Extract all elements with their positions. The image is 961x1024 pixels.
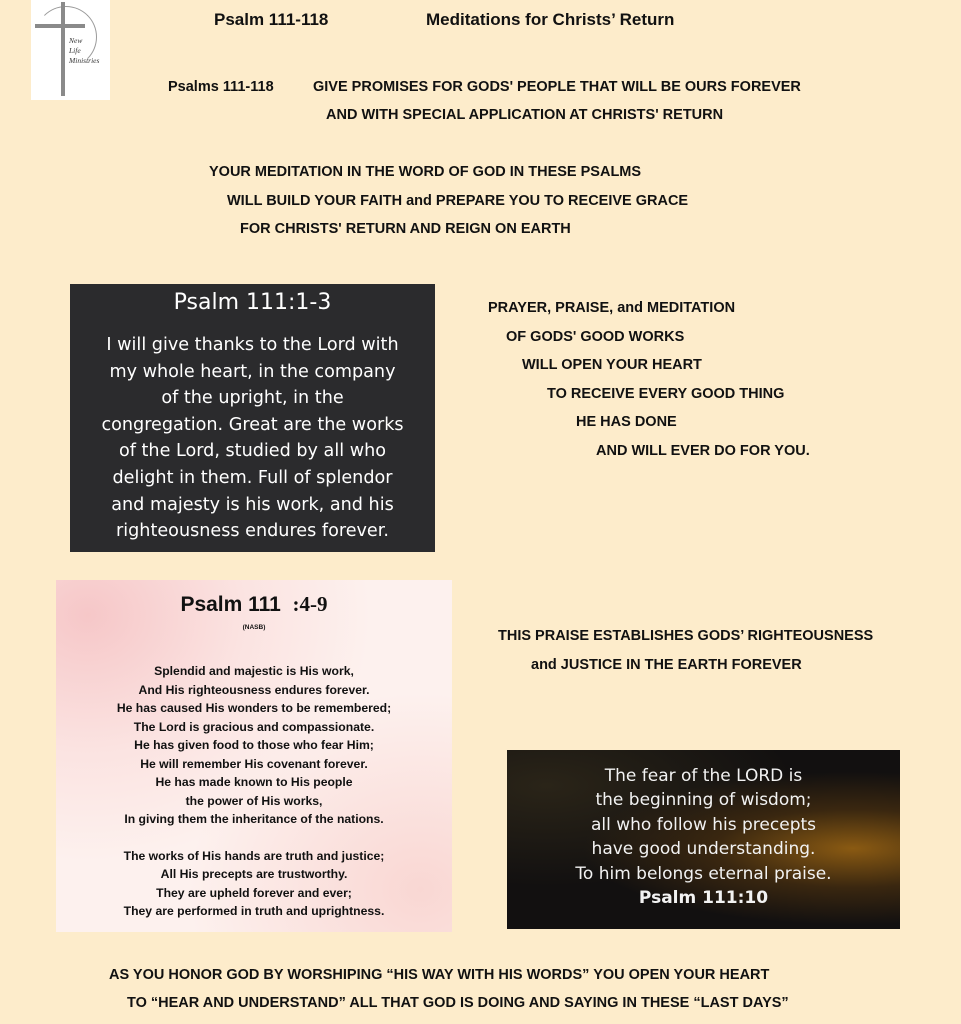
verse-line: and majesty is his work, and his — [111, 494, 394, 515]
bible-version: (NASB) — [242, 624, 266, 631]
verse-line: He will remember His covenant forever. — [140, 756, 368, 771]
page-title: Meditations for Christs’ Return — [426, 10, 675, 29]
praise-line: THIS PRAISE ESTABLISHES GODS’ RIGHTEOUSNESS — [498, 628, 874, 644]
verse-line: of the upright, in the — [161, 388, 344, 409]
verse-card-title: Psalm 111:1-3 — [173, 290, 332, 315]
verse-line: He has caused His wonders to be remembered; — [116, 701, 392, 715]
verse-reference: Psalm 111:10 — [638, 888, 769, 909]
intro-text-2: AND WITH SPECIAL APPLICATION AT CHRISTS' RETURN — [326, 107, 724, 123]
verse-line: delight in them. Full of splendor — [112, 467, 393, 488]
verse-line: The works of His hands are truth and justice; — [123, 848, 385, 863]
verse-line: All His precepts are trustworthy. — [160, 867, 348, 881]
verse-card-body — [56, 662, 452, 921]
meditation-line: WILL BUILD YOUR FAITH and PREPARE YOU TO RECEIVE GRACE — [227, 193, 689, 209]
intro-label: Psalms 111-118 — [168, 79, 274, 95]
verse-line: all who follow his precepts — [590, 814, 817, 835]
verse-card-psalm-111-1-3 — [70, 284, 435, 552]
verse-line: I will give thanks to the Lord with — [106, 335, 399, 355]
verse-line: Splendid and majestic is His work, — [154, 664, 354, 678]
logo-text — [69, 36, 99, 66]
verse-card-psalm-111-10 — [507, 750, 900, 929]
verse-line: have good understanding. — [591, 839, 816, 860]
verse-line: of the Lord, studied by all who — [118, 441, 387, 462]
verse-line: They are performed in truth and uprightness. — [123, 904, 385, 918]
logo-line: New — [69, 36, 83, 45]
header-psalm-range: Psalm 111-118 — [214, 10, 329, 29]
verse-card-body — [507, 764, 900, 910]
verse-card-title-ref: :4-9 — [292, 592, 328, 616]
verse-line: He has given food to those who fear Him; — [134, 738, 374, 752]
meditation-line: YOUR MEDITATION IN THE WORD OF GOD IN THESE PSALMS — [209, 164, 642, 180]
verse-line: the beginning of wisdom; — [595, 790, 812, 811]
verse-line: righteousness endures forever. — [116, 521, 389, 542]
verse-line: In giving them the inheritance of the nations. — [124, 812, 384, 826]
verse-line: To him belongs eternal praise. — [575, 863, 832, 884]
cross-icon-bar — [35, 24, 85, 28]
prayer-line: HE HAS DONE — [576, 414, 677, 430]
verse-line: They are upheld forever and ever; — [156, 885, 352, 900]
prayer-line: WILL OPEN YOUR HEART — [522, 357, 702, 373]
verse-line: the power of His works, — [185, 793, 323, 808]
footer-line: AS YOU HONOR GOD BY WORSHIPING “HIS WAY WITH HIS WORDS” YOU OPEN YOUR HEART — [109, 967, 770, 983]
verse-card-title — [56, 592, 452, 617]
verse-line: my whole heart, in the company — [109, 361, 396, 382]
verse-card-body — [76, 332, 429, 545]
verse-line: The Lord is gracious and compassionate. — [133, 719, 375, 734]
prayer-line: OF GODS' GOOD WORKS — [506, 329, 685, 345]
prayer-line: AND WILL EVER DO FOR YOU. — [596, 443, 810, 459]
stanza-gap — [56, 829, 452, 847]
verse-line: And His righteousness endures forever. — [138, 682, 370, 697]
cross-icon — [61, 2, 65, 96]
meditation-line: FOR CHRISTS' RETURN AND REIGN ON EARTH — [240, 221, 571, 237]
logo-line: Ministries — [69, 56, 100, 65]
verse-line: He has made known to His people — [155, 775, 353, 789]
verse-card-title-book: Psalm 111 — [180, 593, 281, 616]
intro-text: GIVE PROMISES FOR GODS' PEOPLE THAT WILL BE OURS FOREVER — [313, 79, 801, 95]
verse-card-psalm-111-4-9 — [56, 580, 452, 932]
ministry-logo — [31, 0, 110, 100]
prayer-line: PRAYER, PRAISE, and MEDITATION — [488, 300, 736, 316]
prayer-line: TO RECEIVE EVERY GOOD THING — [547, 386, 785, 402]
logo-line: Life — [69, 46, 81, 55]
verse-line: The fear of the LORD is — [604, 766, 803, 786]
footer-line: TO “HEAR AND UNDERSTAND” ALL THAT GOD IS DOING AND SAYING IN THESE “LAST DAYS” — [127, 995, 789, 1011]
verse-line: congregation. Great are the works — [101, 414, 404, 435]
praise-line: and JUSTICE IN THE EARTH FOREVER — [531, 657, 802, 673]
